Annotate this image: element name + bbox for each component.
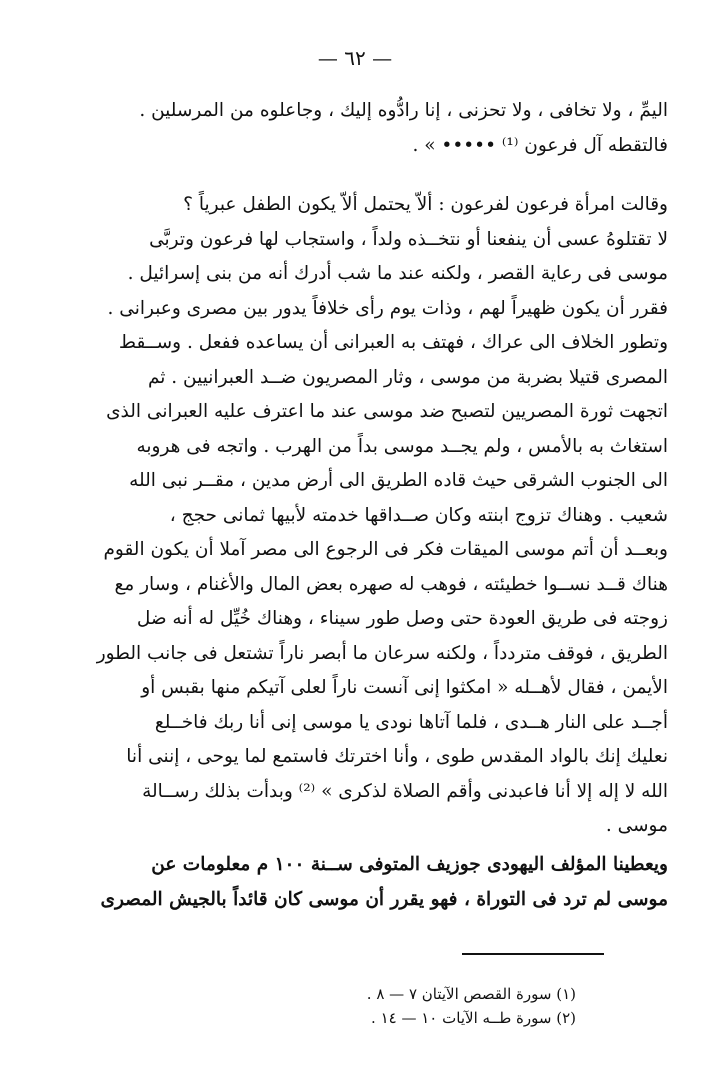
text-line: الأيمن ، فقال لأهــله « امكثوا إنى آنست ناراً لعلى آتيكم منها بقبس أو (141, 677, 668, 698)
text-line: فقرر أن يكون ظهيراً لهم ، وذات يوم رأى خلافاً يدور بين مصرى وعبرانى . (107, 297, 668, 319)
text-line: ويعطينا المؤلف اليهودى جوزيف المتوفى ســنة ١٠٠ م معلومات عن (151, 854, 668, 875)
text-line: موسى فى رعاية القصر ، ولكنه عند ما شب أدرك أنه من بنى إسرائيل . (127, 263, 668, 284)
text-line: استغاث به بالأمس ، ولم يجــد موسى بداً من الهرب . واتجه فى هروبه (136, 435, 668, 457)
text-line: المصرى قتيلا بضربة من موسى ، وثار المصريون ضــد العبرانيين . ثم (147, 366, 668, 388)
text-line: موسى . (605, 815, 668, 836)
text-line: لا تقتلوهُ عسى أن ينفعنا أو نتخــذه ولداً ، واستجاب لها فرعون وتربَّى (149, 228, 668, 250)
text-line: اليمِّ ، ولا تخافى ، ولا تحزنى ، إنا رادُّوه إليك ، وجاعلوه من المرسلين . (139, 100, 668, 121)
text-line: الى الجنوب الشرقى حيث قاده الطريق الى أرض مدين ، مقــر نبى الله (129, 470, 668, 491)
text-line: وبعــد أن أتم موسى الميقات فكر فى الرجوع الى مصر آملا أن يكون القوم (103, 539, 668, 560)
text-line: أجــد على النار هــدى ، فلما آتاها نودى يا موسى إنى أنا ربك فاخــلع (154, 711, 668, 733)
footnote-2: (٢) سورة طــه الآيات ١٠ — ١٤ . (371, 1009, 576, 1027)
text-line: الطريق ، فوقف متردداً ، ولكنه سرعان ما أبصر ناراً تشتعل فى جانب الطور (96, 642, 668, 664)
text-line: الله لا إله إلا أنا فاعبدنى وأقم الصلاة لذكرى » ⁽²⁾ وبدأت بذلك رســالة (142, 780, 668, 802)
footnote-divider (462, 953, 604, 955)
paragraph-3 (32, 848, 668, 917)
text-line: نعليك إنك بالواد المقدس طوى ، وأنا اخترتك فاستمع لما يوحى ، إننى أنا (126, 746, 668, 767)
paragraph-1 (32, 94, 668, 163)
text-line: زوجته فى طريق العودة حتى وصل طور سيناء ، وهناك خُيِّل له أنه ضل (136, 608, 668, 629)
text-line: موسى لم ترد فى التوراة ، فهو يقرر أن موسى كان قائداً بالجيش المصرى (100, 888, 668, 910)
text-line: اتجهت ثورة المصريين لتصبح ضد موسى عند ما اعترف عليه العبرانى الذى (106, 401, 668, 422)
footnotes (156, 982, 576, 1030)
text-line: فالتقطه آل فرعون ⁽¹⁾ ••••• » . (412, 134, 668, 156)
paragraph-2 (32, 188, 668, 844)
text-line: هناك قــد نســوا خطيئته ، فوهب له صهره بعض المال والأغنام ، وسار مع (114, 573, 668, 595)
text-line: شعيب . وهناك تزوج ابنته وكان صــداقها خدمته لأبيها ثمانى حجج ، (169, 504, 668, 526)
page-number: — ٦٢ — (317, 46, 393, 70)
text-line: وقالت امرأة فرعون لفرعون : ألاّ يحتمل ألاّ يكون الطفل عبرياً ؟ (183, 194, 668, 215)
text-line: وتطور الخلاف الى عراك ، فهتف به العبرانى أن يساعده ففعل . وســقط (118, 332, 668, 353)
footnote-1: (١) سورة القصص الآيتان ٧ — ٨ . (366, 985, 576, 1003)
